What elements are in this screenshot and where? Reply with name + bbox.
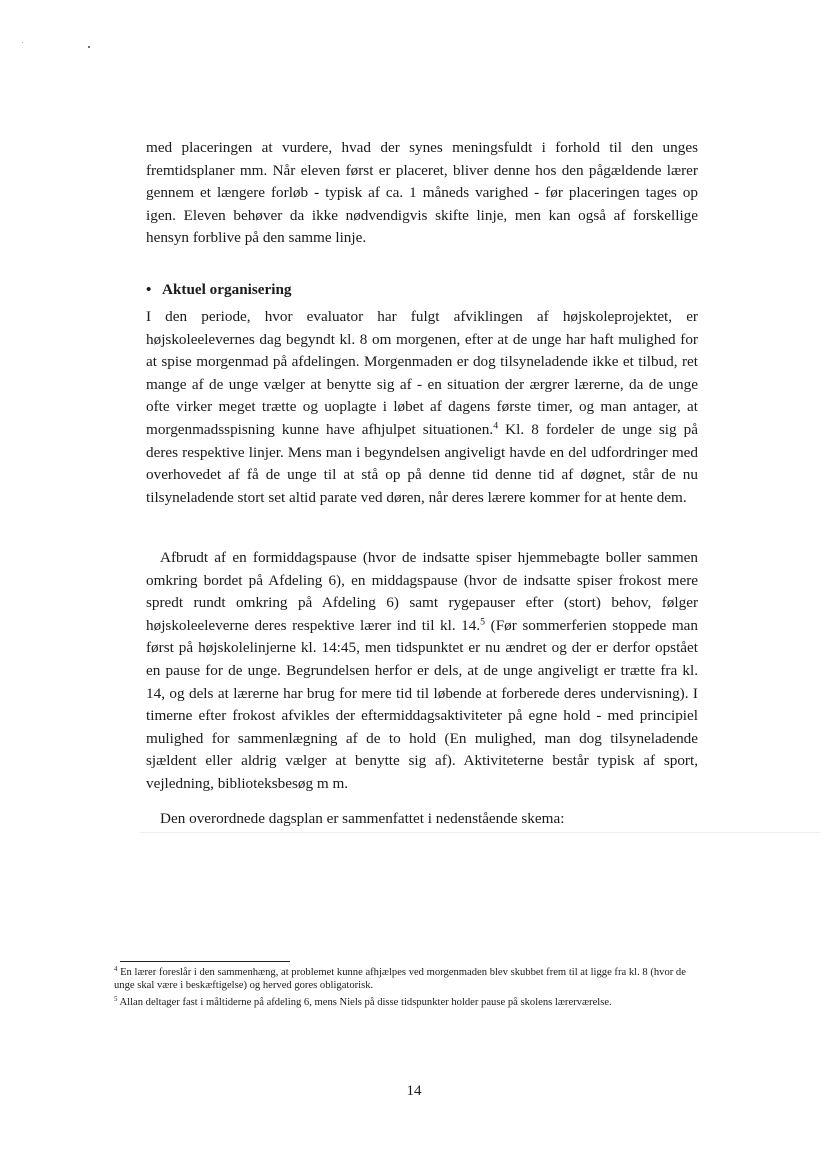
- section-heading: [146, 281, 292, 299]
- paragraph-daily-text-b: (Før sommerferien stoppede man først på højskolelinjerne kl. 14:45, men tidspunktet er nu ændret og der er derfor opstået en pause for de unge. Begrundelsen herfor er dels, at de unge angiveligt er trætte fra kl. 14, og dels at lærerne har brug for mere tid til løbende at forberede deres undervisning). I timerne efter frokost afvikles der eftermiddagsaktiviteter på egne hold - med principiel mulighed for sammenlægning af de to hold (En mulighed, man dog tilsyneladende sjældent eller aldrig vælger at benytte sig af). Aktiviteterne består typisk af sport, vejledning, biblioteksbesøg m m.: [146, 616, 698, 792]
- footnote-4-number: 4: [114, 966, 118, 974]
- paragraph-continuation: med placeringen at vurdere, hvad der synes meningsfuldt i forhold til den unges fremtidsplaner mm. Når eleven først er placeret, bliver denne hos den pågældende lærer gennem et længere forløb - typisk af ca. 1 måneds varighed - før placeringen tages op igen. Eleven behøver da ikke nødvendigvis skifte linje, men kan også af forskellige hensyn forblive på den samme linje.: [146, 139, 698, 247]
- scan-artifact-line: [140, 832, 820, 833]
- section-heading-text: Aktuel organisering: [162, 281, 292, 298]
- scan-speck: [88, 46, 90, 48]
- footnote-ref-4: 4: [493, 420, 499, 432]
- paragraph-morning: [146, 306, 698, 509]
- bullet-icon: •: [146, 281, 152, 298]
- footnote-5-number: 5: [114, 996, 118, 1004]
- footnote-5: [114, 997, 698, 1010]
- footnote-5-text: Allan deltager fast i måltiderne på afdeling 6, mens Niels på disse tidspunkter holder pause på skolens lærerværelse.: [117, 997, 612, 1008]
- footnote-ref-5: 5: [480, 616, 486, 628]
- paragraph-morning-text-a: I den periode, hvor evaluator har fulgt afviklingen af højskoleprojektet, er højskoleelevernes dag begyndt kl. 8 om morgenen, efter at de unge har haft mulighed for at spise morgenmad på afdelingen. Morgenmaden er dog tilsyneladende ikke et tilbud, ret mange af de unge vælger at benytte sig af - en situation der ærgrer lærerne, da de unge ofte virker meget trætte og uoplagte i løbet af dagens første timer, og man antager, at morgenmadsspisning kunne have afhjulpet situationen.: [146, 308, 698, 438]
- paragraph-daily-schedule: [146, 547, 698, 796]
- footnote-4: [114, 967, 698, 992]
- page-number: 14: [406, 1083, 422, 1099]
- paragraph-overview-intro: Den overordnede dagsplan er sammenfattet i nedenstående skema:: [160, 810, 565, 827]
- scan-speck: [22, 42, 23, 43]
- footnote-4-text: En lærer foreslår i den sammenhæng, at problemet kunne afhjælpes ved morgenmaden blev skubbet frem til at ligge fra kl. 8 (hvor de unge skal være i beskæftigelse) og herved gores obligatorisk.: [114, 967, 686, 991]
- footnote-separator: [120, 961, 290, 962]
- paragraph-daily-text-a: Afbrudt af en formiddagspause (hvor de indsatte spiser hjemmebagte boller sammen omkring bordet på Afdeling 6), en middagspause (hvor de indsatte spiser frokost mere spredt rundt omkring på Afdeling 6) samt rygepauser efter (stort) behov, følger højskoleeleverne deres respektive lærer ind til kl. 14.: [146, 549, 698, 634]
- paragraph-morning-text-b: Kl. 8 fordeler de unge sig på deres respektive linjer. Mens man i begyndelsen angiveligt havde en del udfordringer med overhovedet af få de unge til at stå op på denne tid denne tid af døgnet, står de nu tilsyneladende stort set altid parate ved døren, når deres lærere kommer for at hente dem.: [146, 420, 698, 506]
